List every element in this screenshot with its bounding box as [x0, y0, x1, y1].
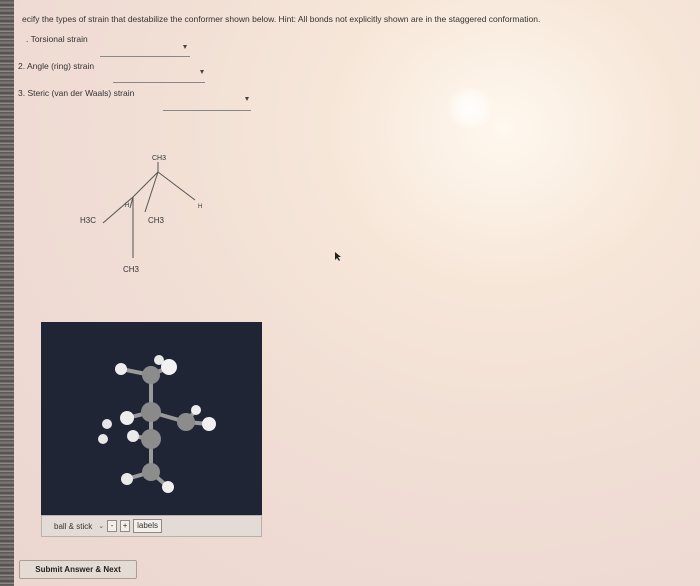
left-edge-occlusion: [0, 0, 14, 586]
hydrogen-atom: [191, 405, 201, 415]
screen-glare: [445, 88, 495, 128]
hydrogen-atom: [127, 430, 139, 442]
top-right-hydrogen-label: H: [198, 204, 203, 210]
newman-projection-structure: [70, 150, 220, 285]
carbon-atom: [141, 402, 161, 422]
carbon-atom: [142, 463, 160, 481]
question-1-label: . Torsional strain: [26, 34, 88, 44]
mouse-cursor-icon: [334, 248, 342, 266]
carbon-atom: [141, 429, 161, 449]
hydrogen-atom: [98, 434, 108, 444]
display-mode-select[interactable]: [54, 522, 104, 531]
hydrogen-atom: [154, 355, 164, 365]
question-2-answer-select[interactable]: [113, 82, 205, 83]
right-methyl-label: CH3: [148, 216, 165, 225]
zoom-out-button[interactable]: -: [107, 520, 117, 532]
carbon-atom: [142, 366, 160, 384]
question-3-label: 3. Steric (van der Waals) strain: [18, 88, 135, 98]
left-hydrogen-label: H: [125, 203, 130, 209]
hydrogen-atom: [115, 363, 127, 375]
question-2-label: 2. Angle (ring) strain: [18, 61, 95, 71]
top-methyl-label: CH3: [152, 155, 167, 162]
display-mode-value: ball & stick: [54, 521, 93, 531]
zoom-in-button[interactable]: +: [120, 520, 130, 532]
carbon-atom: [177, 413, 195, 431]
submit-answer-next-button[interactable]: Submit Answer & Next: [19, 560, 137, 579]
chevron-down-icon: ⌄: [98, 523, 105, 530]
question-2-dropdown-arrow-icon[interactable]: [200, 70, 204, 74]
bottom-methyl-label: CH3: [123, 265, 140, 274]
labels-toggle-button[interactable]: labels: [133, 519, 162, 533]
3d-molecule-viewer[interactable]: [41, 322, 262, 515]
hydrogen-atom: [102, 419, 112, 429]
question-1-answer-select[interactable]: [100, 56, 190, 57]
question-3-answer-select[interactable]: [163, 110, 251, 111]
hydrogen-atom: [202, 417, 216, 431]
question-instruction: ecify the types of strain that destabilize the conformer shown below. Hint: All bonds not explicitly shown are in the staggered conformation.: [22, 14, 541, 24]
left-methyl-label: H3C: [80, 216, 97, 225]
hydrogen-atom: [162, 481, 174, 493]
question-1-dropdown-arrow-icon[interactable]: [183, 45, 187, 49]
hydrogen-atom: [121, 473, 133, 485]
hydrogen-atom: [120, 411, 134, 425]
question-3-dropdown-arrow-icon[interactable]: [245, 97, 249, 101]
viewer-controls-bar: [41, 515, 262, 537]
